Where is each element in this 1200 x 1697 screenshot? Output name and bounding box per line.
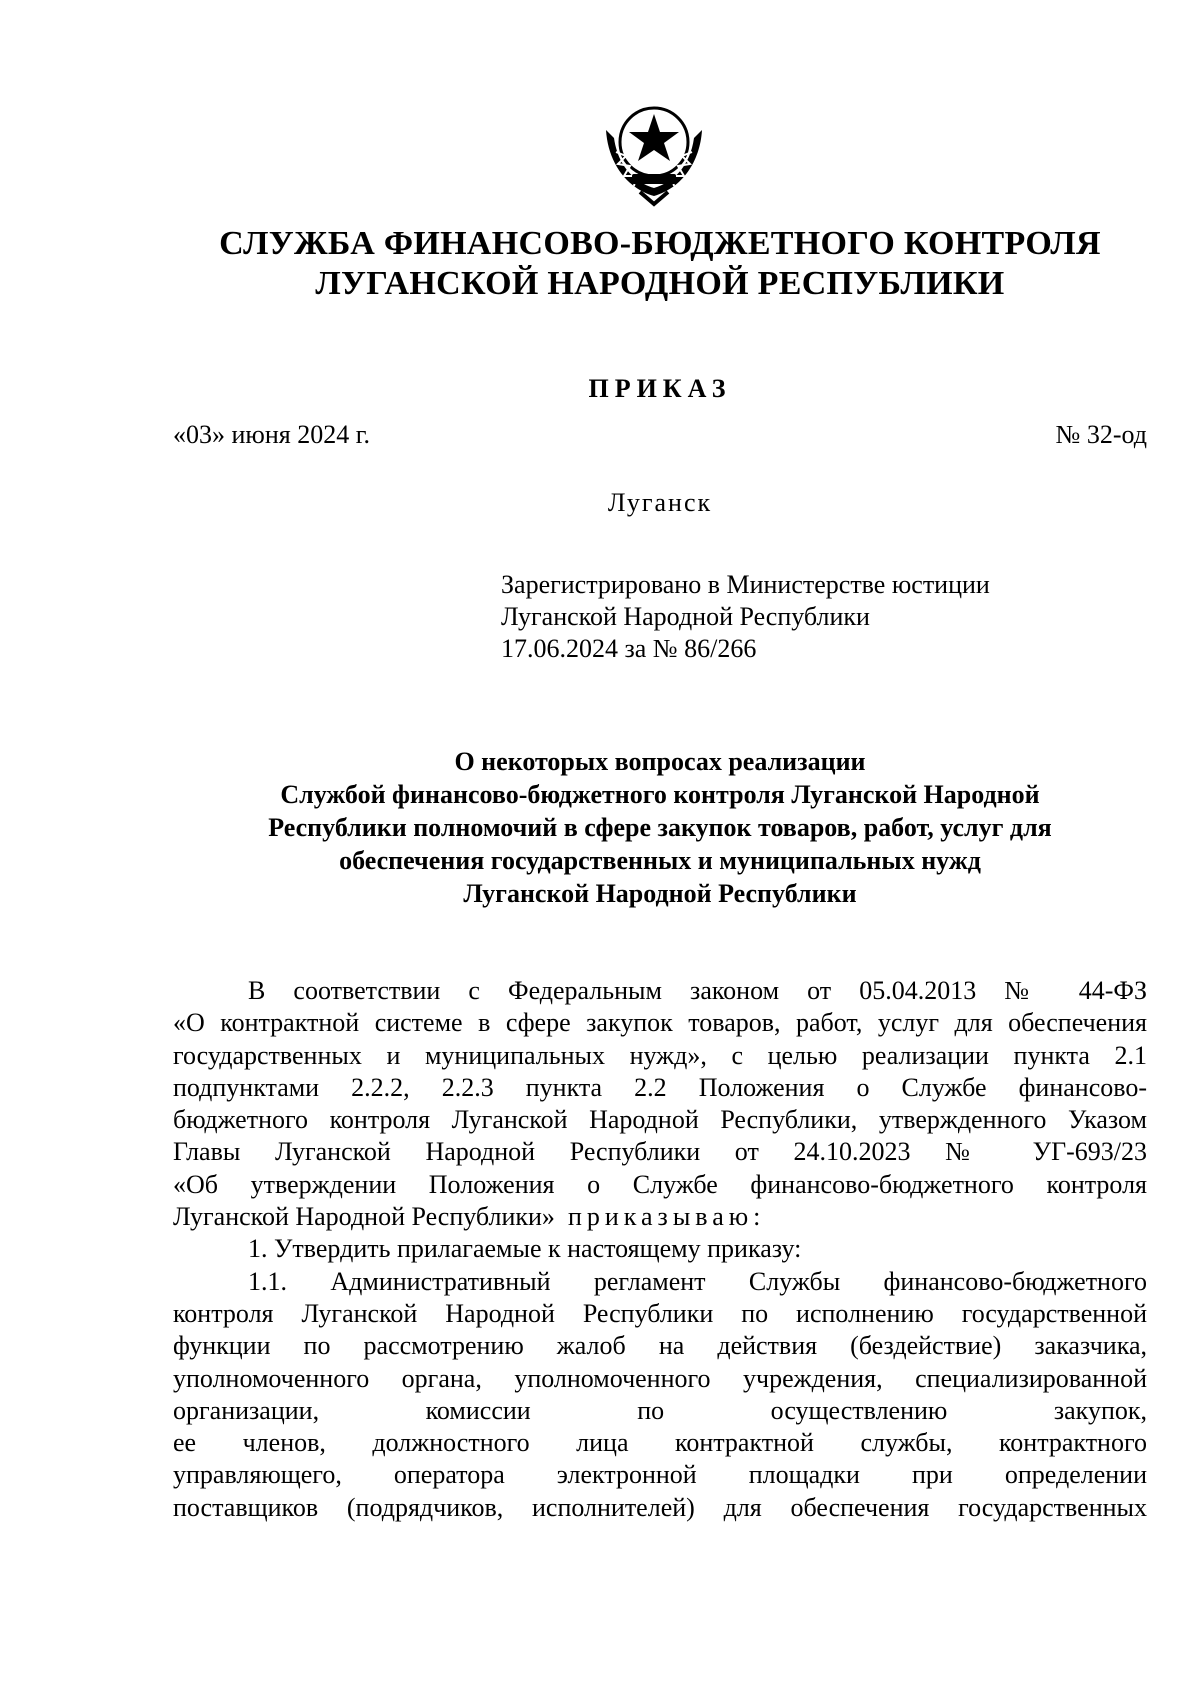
- item-1-1-line: поставщиков (подрядчиков, исполнителей) для обеспечения государственных: [173, 1492, 1147, 1522]
- document-date: «03» июня 2024 г.: [173, 420, 370, 449]
- registration-line: 17.06.2024 за № 86/266: [501, 634, 757, 663]
- preamble-line: подпунктами 2.2.2, 2.2.3 пункта 2.2 Положения о Службе финансово-: [173, 1072, 1147, 1102]
- preamble-line: «Об утверждении Положения о Службе финансово-бюджетного контроля: [173, 1169, 1147, 1199]
- registration-stamp: [501, 569, 990, 665]
- preamble-line: В соответствии с Федеральным законом от 05.04.2013 № 44-ФЗ: [248, 976, 1147, 1005]
- subject-line: Республики полномочий в сфере закупок товаров, работ, услуг для: [268, 813, 1052, 842]
- preamble-last-text: Луганской Народной Республики»: [173, 1202, 555, 1232]
- subject-line: обеспечения государственных и муниципальных нужд: [339, 846, 981, 875]
- registration-line: Луганской Народной Республики: [501, 602, 870, 631]
- order-word: приказываю:: [567, 1202, 766, 1232]
- item-1: 1. Утвердить прилагаемые к настоящему приказу:: [248, 1234, 802, 1264]
- document-type: ПРИКАЗ: [588, 374, 732, 403]
- document-city: Луганск: [607, 488, 713, 517]
- document-body: [173, 975, 1147, 1524]
- document-number: № 32-од: [1055, 420, 1147, 449]
- state-emblem-icon: [596, 92, 712, 208]
- item-1-1-line: контроля Луганской Народной Республики по исполнению государственной: [173, 1298, 1147, 1328]
- item-1-1-line: 1.1. Административный регламент Службы финансово-бюджетного: [248, 1266, 1147, 1296]
- preamble-line: «О контрактной системе в сфере закупок товаров, работ, услуг для обеспечения: [173, 1008, 1147, 1038]
- organization-name-line1: СЛУЖБА ФИНАНСОВО-БЮДЖЕТНОГО КОНТРОЛЯ: [219, 225, 1101, 262]
- preamble-line: Главы Луганской Народной Республики от 24.10.2023 № УГ-693/23: [173, 1137, 1147, 1167]
- preamble-last-line: [173, 1201, 1147, 1233]
- item-1-1-line: управляющего, оператора электронной площадки при определении: [173, 1460, 1147, 1490]
- organization-name-line2: ЛУГАНСКОЙ НАРОДНОЙ РЕСПУБЛИКИ: [315, 265, 1005, 302]
- item-1-1-line: функции по рассмотрению жалоб на действия (бездействие) заказчика,: [173, 1331, 1147, 1361]
- subject-line: Луганской Народной Республики: [463, 879, 857, 908]
- subject-line: О некоторых вопросах реализации: [454, 747, 866, 776]
- registration-line: Зарегистрировано в Министерстве юстиции: [501, 570, 990, 599]
- item-1-1-line: уполномоченного органа, уполномоченного учреждения, специализированной: [173, 1363, 1147, 1393]
- subject-line: Службой финансово-бюджетного контроля Луганской Народной: [280, 780, 1040, 809]
- item-1-1-line: организации, комиссии по осуществлению закупок,: [173, 1395, 1147, 1425]
- document-subject: [173, 745, 1147, 910]
- preamble-line: государственных и муниципальных нужд», с целью реализации пункта 2.1: [173, 1040, 1147, 1070]
- item-1-1-line: ее членов, должностного лица контрактной службы, контрактного: [173, 1428, 1147, 1458]
- preamble-line: бюджетного контроля Луганской Народной Республики, утвержденного Указом: [173, 1105, 1147, 1135]
